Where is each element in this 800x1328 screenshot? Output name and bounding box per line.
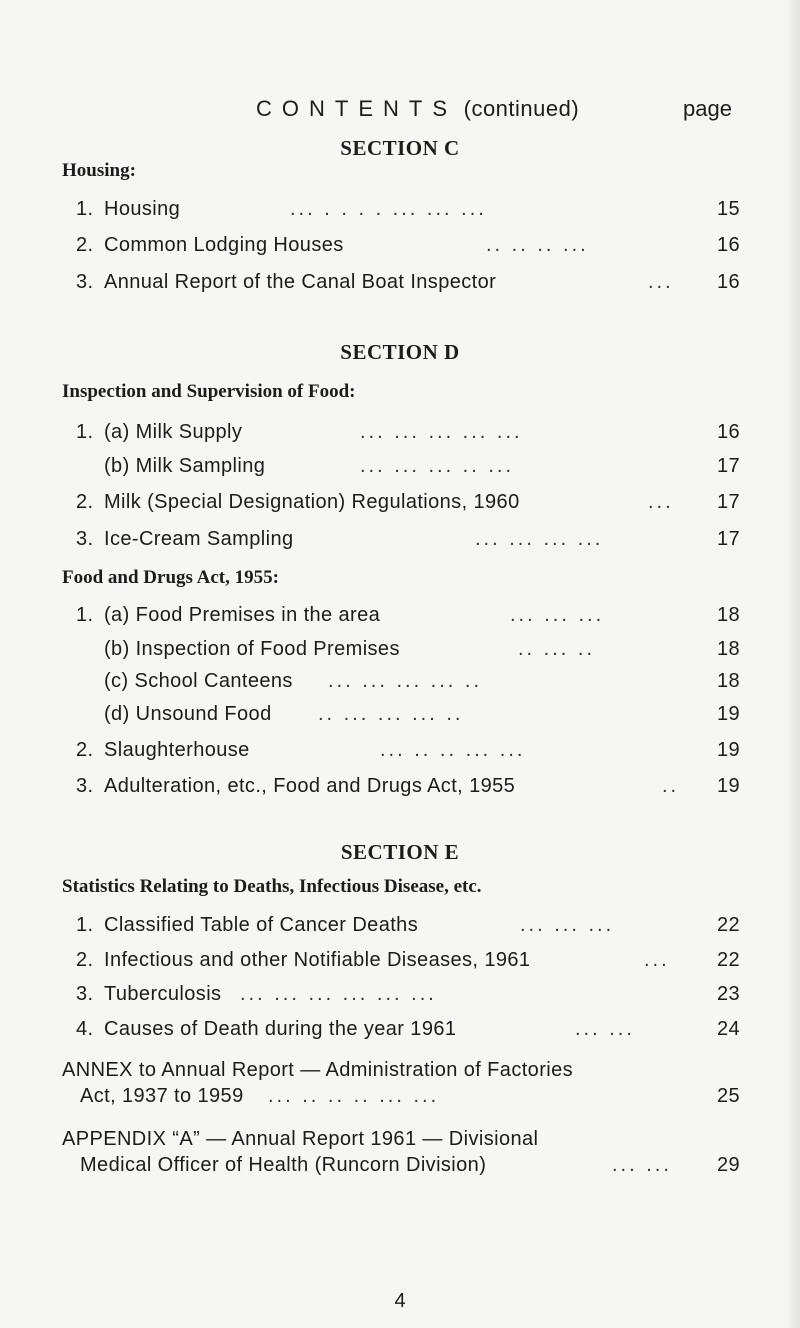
annex-page: 25 [716,1085,740,1107]
entry-title: Adulteration, etc., Food and Drugs Act, 1955 [104,775,516,797]
leader-dots: .. .. .. ... [486,234,589,256]
entry-title: Common Lodging Houses [104,234,344,256]
entry-page: 19 [716,775,740,797]
entry-number: 3. [76,775,94,797]
leader-dots: ... [648,491,674,513]
appendix-page: 29 [716,1154,740,1176]
entry-title: (a) Food Premises in the area [104,604,381,626]
entry-number: 3. [76,983,94,1005]
annex-line1: ANNEX to Annual Report — Administration of Factories [62,1059,574,1081]
entry-page: 23 [716,983,740,1005]
entry-page: 17 [716,528,740,550]
entry-number: 1. [76,914,94,936]
entry-page: 19 [716,703,740,725]
leader-dots: ... ... ... ... [475,528,604,550]
leader-dots: ... ... [612,1154,672,1176]
entry-page: 18 [716,638,740,660]
section-e-title: SECTION E [340,840,460,864]
page-number: 4 [394,1290,406,1312]
entry-number: 3. [76,271,94,293]
leader-dots: ... ... ... [520,914,615,936]
statistics-subhead: Statistics Relating to Deaths, Infectious Disease, etc. [62,876,482,897]
entry-title: (d) Unsound Food [104,703,272,725]
entry-title: Housing [104,198,181,220]
leader-dots: ... [644,949,670,971]
entry-title: Tuberculosis [104,983,222,1005]
leader-dots: ... ... ... ... ... ... [240,983,437,1005]
entry-number: 1. [76,421,94,443]
leader-dots: .. ... .. [518,638,596,660]
entry-title: Infectious and other Notifiable Diseases, 1961 [104,949,531,971]
entry-page: 18 [716,604,740,626]
entry-page: 19 [716,739,740,761]
entry-title: (b) Inspection of Food Premises [104,638,400,660]
entry-page: 16 [716,421,740,443]
leader-dots: .. ... ... ... .. [318,703,464,725]
leader-dots: .. [662,775,680,797]
entry-number: 2. [76,739,94,761]
contents-heading: CONTENTS [256,96,457,121]
leader-dots: ... .. .. .. ... ... [268,1085,440,1107]
entry-number: 3. [76,528,94,550]
entry-page: 24 [716,1018,740,1040]
entry-number: 1. [76,198,94,220]
entry-title: (a) Milk Supply [104,421,243,443]
annex-line2: Act, 1937 to 1959 [80,1085,244,1107]
entry-page: 16 [716,234,740,256]
entry-page: 18 [716,670,740,692]
leader-dots: ... ... ... ... .. [328,670,483,692]
entry-number: 4. [76,1018,94,1040]
entry-page: 15 [716,198,740,220]
leader-dots: ... . . . . ... ... ... [290,198,487,220]
entry-number: 2. [76,491,94,513]
leader-dots: ... .. .. ... ... [380,739,526,761]
entry-page: 22 [716,914,740,936]
page-column-label: page [683,96,732,121]
entry-title: Causes of Death during the year 1961 [104,1018,457,1040]
entry-page: 22 [716,949,740,971]
entry-page: 17 [716,455,740,477]
section-d-title: SECTION D [340,340,460,364]
entry-title: (c) School Canteens [104,670,293,692]
page-edge-shadow [786,0,800,1328]
leader-dots: ... ... ... .. ... [360,455,515,477]
leader-dots: ... ... [575,1018,635,1040]
continued-label: (continued) [463,96,580,121]
entry-title: Milk (Special Designation) Regulations, 1960 [104,491,520,513]
inspection-subhead: Inspection and Supervision of Food: [62,381,356,402]
entry-page: 17 [716,491,740,513]
entry-title: Classified Table of Cancer Deaths [104,914,419,936]
food-drugs-subhead: Food and Drugs Act, 1955: [62,567,279,588]
entry-title: Ice-Cream Sampling [104,528,294,550]
contents-header [256,96,579,122]
entry-number: 2. [76,949,94,971]
appendix-line2: Medical Officer of Health (Runcorn Division) [80,1154,487,1176]
entry-title: Slaughterhouse [104,739,250,761]
entry-number: 2. [76,234,94,256]
housing-subhead: Housing: [62,160,136,181]
leader-dots: ... ... ... [510,604,605,626]
leader-dots: ... [648,271,674,293]
leader-dots: ... ... ... ... ... [360,421,523,443]
section-c-title: SECTION C [340,136,460,160]
entry-title: Annual Report of the Canal Boat Inspector [104,271,497,293]
entry-title: (b) Milk Sampling [104,455,266,477]
entry-number: 1. [76,604,94,626]
appendix-line1: APPENDIX “A” — Annual Report 1961 — Divisional [62,1128,539,1150]
entry-page: 16 [716,271,740,293]
